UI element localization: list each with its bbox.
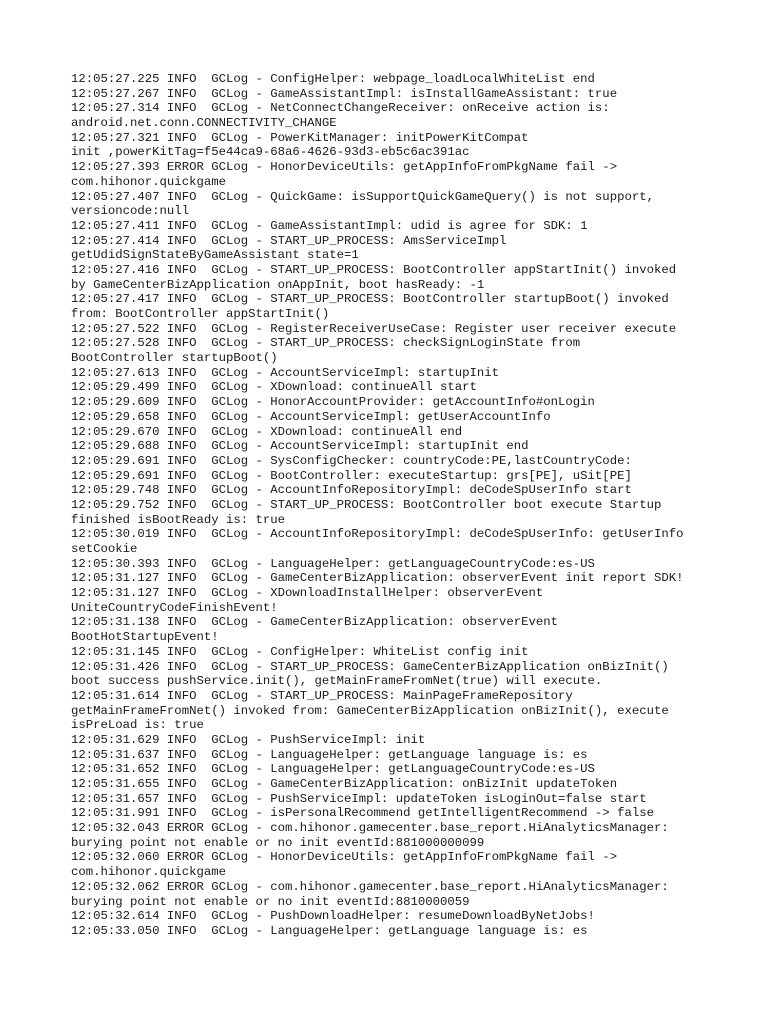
log-line: versioncode:null [71,204,190,219]
log-line: 12:05:31.991 INFO GCLog - isPersonalRecommend getIntelligentRecommend -> false [71,806,654,821]
log-line: 12:05:31.127 INFO GCLog - XDownloadInstallHelper: observerEvent [71,586,544,601]
log-line: com.hihonor.quickgame [71,865,226,880]
log-line: burying point not enable or no init eventId:881000000099 [71,835,485,850]
log-line: from: BootController appStartInit() [71,307,330,321]
log-line: 12:05:27.528 INFO GCLog - START_UP_PROCESS: checkSignLoginState from [71,336,581,351]
log-line: getMainFrameFromNet() invoked from: GameCenterBizApplication onBizInit(), execute [71,703,669,718]
log-text-block [71,72,721,939]
log-line: 12:05:31.652 INFO GCLog - LanguageHelper: getLanguageCountryCode:es-US [71,762,595,777]
log-line: com.hihonor.quickgame [71,174,226,189]
log-line: 12:05:27.613 INFO GCLog - AccountServiceImpl: startupInit [71,365,500,380]
log-line: 12:05:32.060 ERROR GCLog - HonorDeviceUtils: getAppInfoFromPkgName fail -> [71,850,618,865]
log-line: BootController startupBoot() [71,351,278,366]
log-line: 12:05:31.614 INFO GCLog - START_UP_PROCESS: MainPageFrameRepository [71,688,573,703]
log-line: 12:05:29.748 INFO GCLog - AccountInfoRepositoryImpl: deCodeSpUserInfo start [71,483,632,498]
log-line: finished isBootReady is: true [71,512,286,527]
log-line: 12:05:27.393 ERROR GCLog - HonorDeviceUtils: getAppInfoFromPkgName fail -> [71,160,618,175]
log-line: 12:05:31.655 INFO GCLog - GameCenterBizApplication: onBizInit updateToken [71,777,618,791]
log-line: 12:05:31.637 INFO GCLog - LanguageHelper: getLanguage language is: es [71,747,588,762]
log-line: by GameCenterBizApplication onAppInit, boot hasReady: -1 [71,277,485,292]
log-line: setCookie [71,542,138,556]
log-line: 12:05:27.225 INFO GCLog - ConfigHelper: webpage_loadLocalWhiteList end [71,72,595,86]
log-line: UniteCountryCodeFinishEvent! [71,600,278,615]
log-line: getUdidSignStateByGameAssistant state=1 [71,248,359,263]
log-line: 12:05:32.062 ERROR GCLog - com.hihonor.gamecenter.base_report.HiAnalyticsManager: [71,879,669,894]
log-line: 12:05:29.658 INFO GCLog - AccountServiceImpl: getUserAccountInfo [71,409,551,424]
log-line: 12:05:27.417 INFO GCLog - START_UP_PROCESS: BootController startupBoot() invoked [71,292,669,307]
log-line: 12:05:29.752 INFO GCLog - START_UP_PROCESS: BootController boot execute Startup [71,497,662,512]
log-line: 12:05:27.407 INFO GCLog - QuickGame: isSupportQuickGameQuery() is not support, [71,189,654,204]
log-line: BootHotStartupEvent! [71,630,219,645]
log-line: 12:05:33.050 INFO GCLog - LanguageHelper: getLanguage language is: es [71,923,588,938]
log-line: 12:05:31.138 INFO GCLog - GameCenterBizApplication: observerEvent [71,615,559,630]
log-line: 12:05:32.614 INFO GCLog - PushDownloadHelper: resumeDownloadByNetJobs! [71,909,595,924]
log-line: 12:05:29.609 INFO GCLog - HonorAccountProvider: getAccountInfo#onLogin [71,395,595,410]
log-line: 12:05:29.670 INFO GCLog - XDownload: continueAll end [71,424,463,439]
log-line: 12:05:32.043 ERROR GCLog - com.hihonor.gamecenter.base_report.HiAnalyticsManager: [71,821,669,836]
log-line: 12:05:27.314 INFO GCLog - NetConnectChangeReceiver: onReceive action is: [71,101,610,116]
log-line: 12:05:27.321 INFO GCLog - PowerKitManager: initPowerKitCompat [71,130,529,145]
log-line: isPreLoad is: true [71,718,204,733]
log-line: 12:05:29.691 INFO GCLog - BootController: executeStartup: grs[PE], uSit[PE] [71,468,632,483]
log-line: burying point not enable or no init eventId:8810000059 [71,894,470,909]
log-line: 12:05:29.691 INFO GCLog - SysConfigChecker: countryCode:PE,lastCountryCode: [71,453,632,468]
log-line: 12:05:27.411 INFO GCLog - GameAssistantImpl: udid is agree for SDK: 1 [71,218,588,233]
log-line: 12:05:27.522 INFO GCLog - RegisterReceiverUseCase: Register user receiver execute [71,321,677,336]
log-line: 12:05:27.416 INFO GCLog - START_UP_PROCESS: BootController appStartInit() invoked [71,262,677,277]
log-line: 12:05:27.267 INFO GCLog - GameAssistantImpl: isInstallGameAssistant: true [71,86,618,101]
log-line: 12:05:31.145 INFO GCLog - ConfigHelper: WhiteList config init [71,644,529,659]
log-line: 12:05:31.657 INFO GCLog - PushServiceImpl: updateToken isLoginOut=false start [71,791,647,806]
log-line: 12:05:27.414 INFO GCLog - START_UP_PROCESS: AmsServiceImpl [71,233,507,248]
log-line: android.net.conn.CONNECTIVITY_CHANGE [71,116,337,131]
log-line: 12:05:31.426 INFO GCLog - START_UP_PROCESS: GameCenterBizApplication onBizInit() [71,659,669,674]
log-line: 12:05:29.688 INFO GCLog - AccountServiceImpl: startupInit end [71,439,529,454]
log-line: 12:05:31.629 INFO GCLog - PushServiceImpl: init [71,732,426,747]
log-line: init ,powerKitTag=f5e44ca9-68a6-4626-93d3-eb5c6ac391ac [71,145,470,160]
log-line: 12:05:30.393 INFO GCLog - LanguageHelper: getLanguageCountryCode:es-US [71,556,595,571]
log-line: 12:05:30.019 INFO GCLog - AccountInfoRepositoryImpl: deCodeSpUserInfo: getUserInfo [71,527,684,542]
log-line: 12:05:31.127 INFO GCLog - GameCenterBizApplication: observerEvent init report SDK! [71,571,684,586]
log-line: 12:05:29.499 INFO GCLog - XDownload: continueAll start [71,380,477,395]
log-line: boot success pushService.init(), getMainFrameFromNet(true) will execute. [71,674,603,689]
